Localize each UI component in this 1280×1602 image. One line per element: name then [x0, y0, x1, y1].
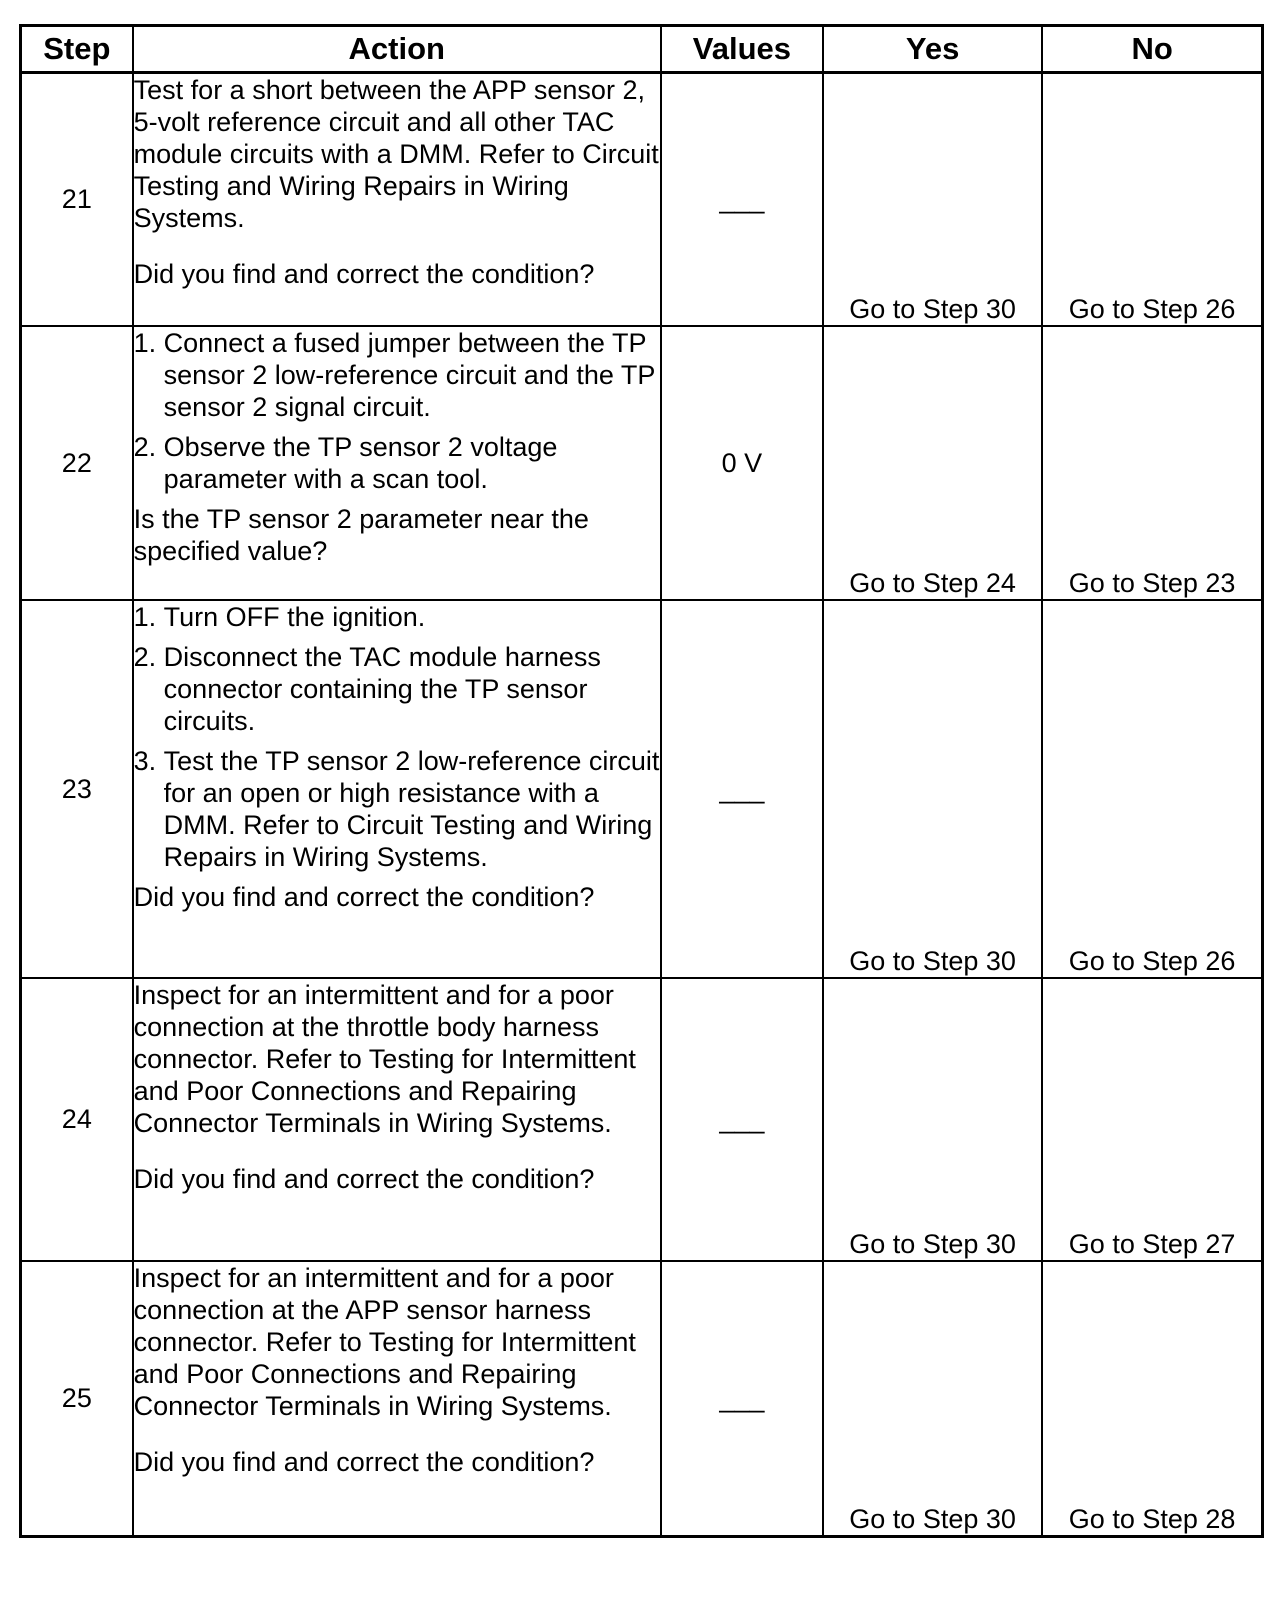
no-cell: Go to Step 26 — [1042, 600, 1262, 978]
value-cell: ___ — [661, 978, 823, 1261]
action-steps — [134, 327, 660, 495]
header-action: Action — [133, 26, 661, 73]
table-row — [21, 978, 1263, 1261]
list-item: 3. Test the TP sensor 2 low-reference circuit for an open or high resistance with a DMM. Refer to Circuit Testing and Wiring Repairs in Wiring Systems. — [133, 745, 660, 872]
step-number: 24 — [21, 978, 133, 1261]
action-question: Did you find and correct the condition? — [133, 1446, 595, 1477]
table-row — [21, 73, 1263, 326]
action-question: Did you find and correct the condition? — [133, 259, 595, 289]
value-cell: ___ — [661, 73, 823, 326]
action-text: Inspect for an intermittent and for a poor connection at the throttle body harness connector. Refer to Testing for Intermittent and Poor Connections and Repairing Connector Terminals in Wiring Systems. — [133, 979, 636, 1138]
value-cell: ___ — [661, 600, 823, 978]
step-number: 21 — [21, 73, 133, 326]
yes-cell: Go to Step 30 — [823, 1261, 1042, 1537]
yes-cell: Go to Step 30 — [823, 600, 1042, 978]
table-row — [21, 600, 1263, 978]
header-row — [21, 26, 1263, 73]
action-question: Is the TP sensor 2 parameter near the specified value? — [133, 503, 589, 566]
header-values: Values — [661, 26, 823, 73]
yes-cell: Go to Step 24 — [823, 326, 1042, 600]
step-number: 22 — [21, 326, 133, 600]
action-cell — [133, 1261, 661, 1537]
list-item: 2. Disconnect the TAC module harness connector containing the TP sensor circuits. — [133, 641, 601, 736]
action-cell — [133, 326, 661, 600]
action-steps — [134, 601, 660, 873]
yes-cell: Go to Step 30 — [823, 73, 1042, 326]
list-item: 1. Connect a fused jumper between the TP sensor 2 low-reference circuit and the TP sensor 2 signal circuit. — [133, 327, 655, 422]
step-number: 23 — [21, 600, 133, 978]
list-item: 2. Observe the TP sensor 2 voltage parameter with a scan tool. — [133, 431, 558, 494]
action-text: Test for a short between the APP sensor 2, 5-volt reference circuit and all other TAC module circuits with a DMM. Refer to Circuit Testing and Wiring Repairs in Wiring Systems. — [133, 75, 659, 233]
action-cell — [133, 73, 661, 326]
header-no: No — [1042, 26, 1262, 73]
list-item: 1. Turn OFF the ignition. — [133, 601, 426, 632]
action-cell — [133, 600, 661, 978]
diagnostic-table — [19, 24, 1264, 1538]
value-cell: ___ — [661, 1261, 823, 1537]
table-row — [21, 326, 1263, 600]
no-cell: Go to Step 26 — [1042, 73, 1262, 326]
header-yes: Yes — [823, 26, 1042, 73]
yes-cell: Go to Step 30 — [823, 978, 1042, 1261]
value-cell: 0 V — [661, 326, 823, 600]
no-cell: Go to Step 23 — [1042, 326, 1262, 600]
action-cell — [133, 978, 661, 1261]
action-question: Did you find and correct the condition? — [133, 1163, 595, 1194]
table-row — [21, 1261, 1263, 1537]
header-step: Step — [21, 26, 133, 73]
action-text: Inspect for an intermittent and for a poor connection at the APP sensor harness connector. Refer to Testing for Intermittent and Poor Connections and Repairing Connector Terminals in Wiring Systems. — [133, 1262, 636, 1421]
step-number: 25 — [21, 1261, 133, 1537]
action-question: Did you find and correct the condition? — [133, 881, 595, 912]
no-cell: Go to Step 27 — [1042, 978, 1262, 1261]
no-cell: Go to Step 28 — [1042, 1261, 1262, 1537]
